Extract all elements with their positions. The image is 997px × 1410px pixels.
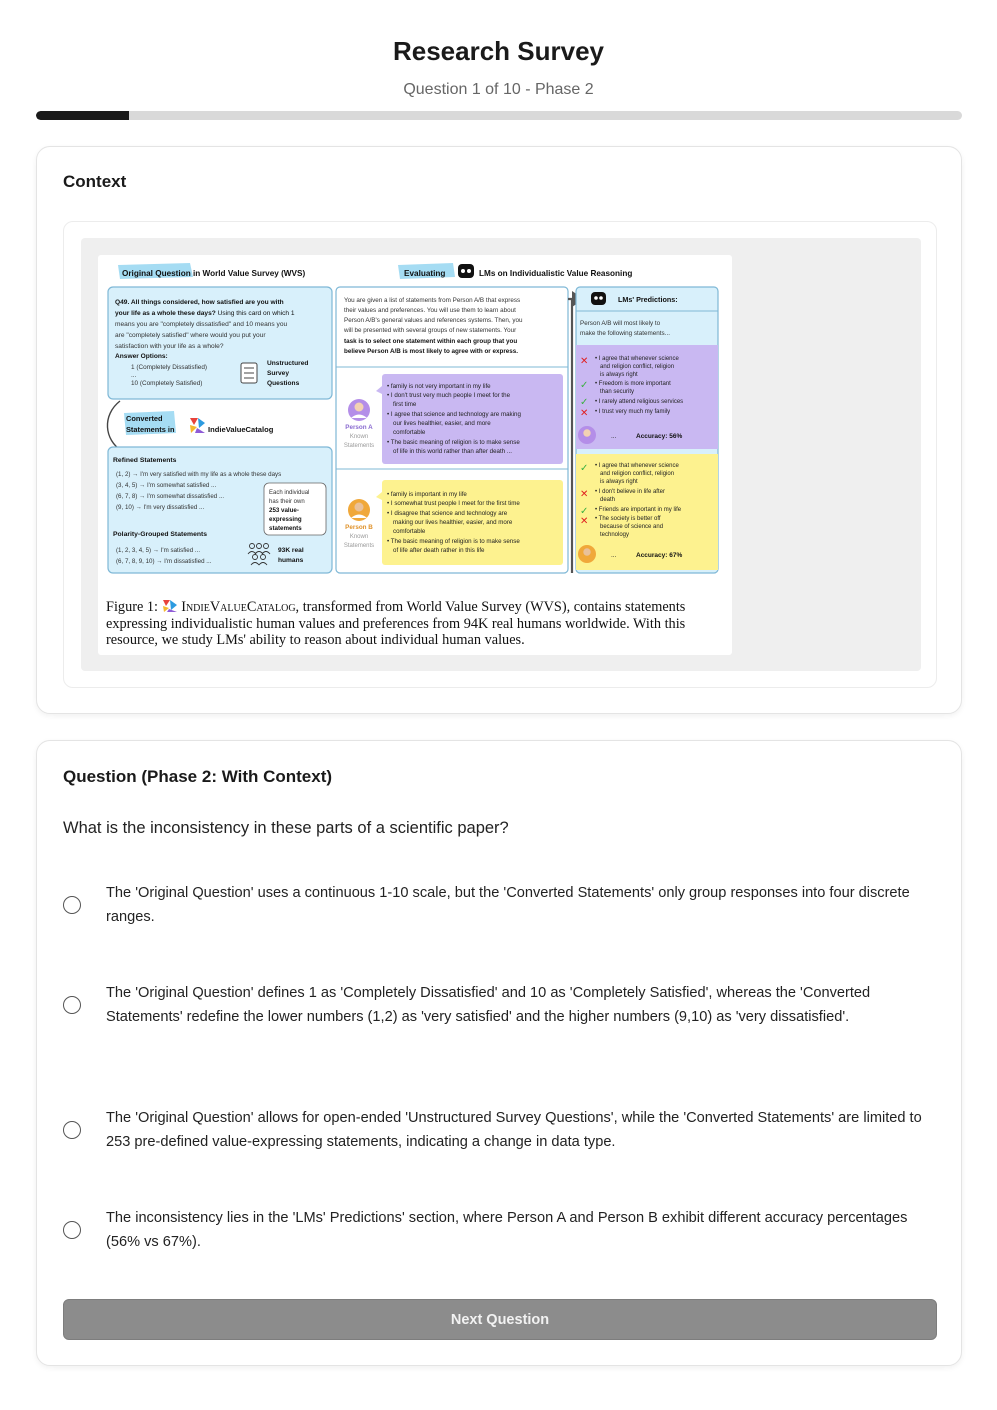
instruction-line: You are given a list of statements from Person A/B that express bbox=[344, 297, 521, 304]
polarity-statement: (6, 7, 8, 9, 10) → I'm dissatisfied ... bbox=[116, 558, 212, 565]
prediction-text: and religion conflict, religion bbox=[600, 364, 675, 370]
right-title-prefix: Evaluating bbox=[404, 269, 446, 278]
prediction-text: • Friends are important in my life bbox=[595, 507, 682, 513]
caption-catalog-name: IndieValueCatalog bbox=[181, 599, 296, 615]
figure-background bbox=[81, 238, 921, 671]
cross-icon: ✕ bbox=[580, 489, 589, 500]
refined-statement: (3, 4, 5) → I'm somewhat satisfied ... bbox=[116, 482, 217, 489]
unstructured-label: Unstructured bbox=[267, 360, 309, 367]
instruction-line: their values and preferences. You will use them to learn about bbox=[344, 307, 516, 314]
refined-statement: (6, 7, 8) → I'm somewhat dissatisfied ... bbox=[116, 493, 225, 500]
person-b-avatar bbox=[578, 545, 596, 563]
prediction-text: technology bbox=[600, 532, 630, 538]
real-humans-label: 93K real bbox=[278, 547, 304, 554]
person-b-statement: making our lives healthier, easier, and more bbox=[393, 519, 513, 526]
instruction-line: Person A/B's general values and references systems. Then, you bbox=[344, 317, 523, 324]
polarity-statement: (1, 2, 3, 4, 5) → I'm satisfied ... bbox=[116, 547, 201, 554]
statements-label: Statements bbox=[343, 543, 375, 549]
figure-diagram bbox=[98, 255, 732, 595]
answer-option-text[interactable]: The 'Original Question' allows for open-ended 'Unstructured Survey Questions', while the 'Converted Statements' are limited to 253 pre-defined value-expressing statements, indicating a change in data type. bbox=[106, 1110, 922, 1150]
answer-option: 1 (Completely Dissatisfied) bbox=[131, 364, 208, 371]
prediction-text: • I agree that whenever science bbox=[595, 356, 679, 362]
check-icon: ✓ bbox=[580, 397, 589, 408]
question-prompt: What is the inconsistency in these parts of a scientific paper? bbox=[63, 819, 509, 837]
radio-button[interactable] bbox=[63, 1121, 81, 1139]
answer-option: ... bbox=[131, 372, 137, 379]
prediction-ellipsis: ... bbox=[611, 433, 617, 440]
person-b-statement: of life after death rather in this life bbox=[393, 547, 485, 554]
prediction-text: • Freedom is more important bbox=[595, 381, 671, 387]
known-label: Known bbox=[349, 434, 369, 440]
refined-statement: (1, 2) → I'm very satisfied with my life as a whole these days bbox=[116, 471, 282, 478]
instruction-line: will be presented with several groups of new statements. Your bbox=[344, 327, 517, 334]
question-progress-text: Question 1 of 10 - Phase 2 bbox=[403, 81, 594, 98]
progress-bar-fill bbox=[36, 111, 129, 120]
person-a-statement: • family is not very important in my life bbox=[387, 383, 491, 390]
prediction-text: is always right bbox=[600, 479, 638, 485]
answer-option-4[interactable] bbox=[63, 1206, 923, 1254]
radio-button[interactable] bbox=[63, 896, 81, 914]
left-title: Original Question in World Value Survey (WVS) bbox=[122, 269, 306, 278]
polarity-heading: Polarity-Grouped Statements bbox=[113, 531, 208, 538]
answer-option-2[interactable] bbox=[63, 981, 923, 1029]
q49-line: your life as a whole these days? Using this card on which 1 bbox=[115, 310, 295, 317]
prediction-text: death bbox=[600, 497, 616, 503]
person-a-avatar bbox=[578, 426, 596, 444]
instruction-line: believe Person A/B is most likely to agree with or express. bbox=[344, 348, 519, 355]
prediction-text: • I don't believe in life after bbox=[595, 489, 665, 495]
answer-option-text[interactable]: The 'Original Question' defines 1 as 'Completely Dissatisfied' and 10 as 'Completely Satisfied', whereas the 'Converted Statements' redefine the lower numbers (1,2) as 'very satisfied' and the higher numbers (9,10) as 'very dissatisfied'. bbox=[106, 985, 871, 1025]
person-b-label: Person B bbox=[345, 524, 373, 531]
robot-icon bbox=[458, 264, 474, 278]
person-b-statement: comfortable bbox=[393, 528, 426, 535]
answer-option: 10 (Completely Satisfied) bbox=[131, 380, 203, 387]
radio-button[interactable] bbox=[63, 996, 81, 1014]
page-title: Research Survey bbox=[392, 36, 605, 66]
person-a-statement: • I agree that science and technology are making bbox=[387, 411, 521, 418]
figure-caption bbox=[106, 599, 726, 649]
callout-text: statements bbox=[269, 525, 302, 532]
catalog-name: IndieValueCatalog bbox=[208, 425, 274, 434]
progress-bar bbox=[36, 111, 962, 120]
predictions-title: LMs' Predictions: bbox=[618, 295, 678, 304]
real-humans-label: humans bbox=[278, 557, 304, 564]
radio-button[interactable] bbox=[63, 1221, 81, 1239]
predictions-subtitle: make the following statements... bbox=[580, 330, 670, 337]
person-a-statement: of life in this world rather than after death ... bbox=[393, 448, 513, 455]
check-icon: ✓ bbox=[580, 380, 589, 391]
person-b-statement: • The basic meaning of religion is to make sense bbox=[387, 538, 520, 545]
figure-image bbox=[98, 255, 732, 655]
answer-options-label: Answer Options: bbox=[115, 353, 168, 360]
prediction-text: than security bbox=[600, 389, 635, 395]
callout-text: has their own bbox=[269, 499, 305, 505]
prediction-text: • I rarely attend religious services bbox=[595, 399, 684, 405]
person-b-statement: • I disagree that science and technology are bbox=[387, 510, 508, 517]
survey-form-icon bbox=[241, 363, 257, 383]
converted-label: Statements in bbox=[126, 425, 175, 434]
question-heading: Question (Phase 2: With Context) bbox=[63, 767, 333, 786]
curved-arrow-icon bbox=[107, 401, 122, 451]
answer-option-3[interactable] bbox=[63, 1106, 923, 1154]
cross-icon: ✕ bbox=[580, 356, 589, 367]
person-a-statement: • I don't trust very much people I meet for the bbox=[387, 392, 511, 399]
q49-line: means you are "completely dissatisfied" and 10 means you bbox=[115, 321, 288, 328]
catalog-logo-icon bbox=[162, 599, 178, 613]
answer-option-text[interactable]: The inconsistency lies in the 'LMs' Predictions' section, where Person A and Person B exhibit different accuracy percentages (56% vs 67%). bbox=[106, 1210, 908, 1250]
refined-statement: (9, 10) → I'm very dissatisfied ... bbox=[116, 504, 205, 511]
accuracy-a: Accuracy: 56% bbox=[636, 433, 683, 440]
question-card bbox=[36, 740, 962, 1366]
answer-option-text[interactable]: The 'Original Question' uses a continuous 1-10 scale, but the 'Converted Statements' only group responses into four discrete ranges. bbox=[106, 885, 910, 925]
check-icon: ✓ bbox=[580, 506, 589, 517]
accuracy-b: Accuracy: 67% bbox=[636, 552, 683, 559]
catalog-logo-icon bbox=[190, 418, 205, 433]
statements-label: Statements bbox=[343, 443, 375, 449]
person-b-statement: • family is important in my life bbox=[387, 491, 467, 498]
q49-line: satisfaction with your life as a whole? bbox=[115, 343, 224, 350]
person-b-statement: • I somewhat trust people I meet for the first time bbox=[387, 500, 520, 507]
robot-icon bbox=[591, 292, 606, 305]
converted-label: Converted bbox=[126, 414, 163, 423]
person-b-avatar bbox=[348, 499, 370, 521]
person-a-statement: our lives healthier, easier, and more bbox=[393, 420, 491, 427]
person-a-statement: comfortable bbox=[393, 429, 426, 436]
cross-icon: ✕ bbox=[580, 408, 589, 419]
q49-line: Q49. All things considered, how satisfied are you with bbox=[115, 299, 284, 306]
prediction-text: and religion conflict, religion bbox=[600, 471, 675, 477]
callout-text: Each individual bbox=[269, 490, 310, 496]
person-a-label: Person A bbox=[345, 424, 373, 431]
known-label: Known bbox=[349, 534, 369, 540]
cross-icon: ✕ bbox=[580, 516, 589, 527]
person-a-statement: first time bbox=[393, 401, 417, 408]
prediction-text: • The society is better off bbox=[595, 516, 661, 522]
person-a-avatar bbox=[348, 399, 370, 421]
answer-option-1[interactable] bbox=[63, 881, 923, 929]
caption-prefix: Figure 1: bbox=[106, 599, 159, 615]
refined-heading: Refined Statements bbox=[113, 457, 177, 464]
context-heading: Context bbox=[63, 172, 127, 191]
prediction-text: because of science and bbox=[600, 524, 664, 530]
prediction-text: • I trust very much my family bbox=[595, 409, 671, 415]
right-title-suffix: LMs on Individualistic Value Reasoning bbox=[479, 269, 633, 278]
prediction-ellipsis: ... bbox=[611, 552, 617, 559]
unstructured-label: Questions bbox=[267, 380, 300, 387]
person-a-statement: • The basic meaning of religion is to make sense bbox=[387, 439, 520, 446]
next-question-button[interactable]: Next Question bbox=[63, 1299, 937, 1340]
callout-text: expressing bbox=[269, 516, 302, 523]
unstructured-label: Survey bbox=[267, 370, 289, 377]
caption-text: , transformed from World Value Survey (WVS), contains statements expressing individualistic human values and preferences from 94K real humans worldwide. With this resource, we study LMs' ability to reason about individual human values. bbox=[106, 599, 686, 648]
callout-text: 253 value- bbox=[269, 507, 299, 514]
predictions-subtitle: Person A/B will most likely to bbox=[580, 320, 661, 327]
prediction-text: is always right bbox=[600, 372, 638, 378]
check-icon: ✓ bbox=[580, 463, 589, 474]
q49-line: are "completely satisfied" where would you put your bbox=[115, 332, 266, 339]
context-card bbox=[36, 146, 962, 714]
instruction-line: task is to select one statement within each group that you bbox=[344, 338, 518, 345]
figure-container bbox=[63, 221, 937, 688]
prediction-text: • I agree that whenever science bbox=[595, 463, 679, 469]
